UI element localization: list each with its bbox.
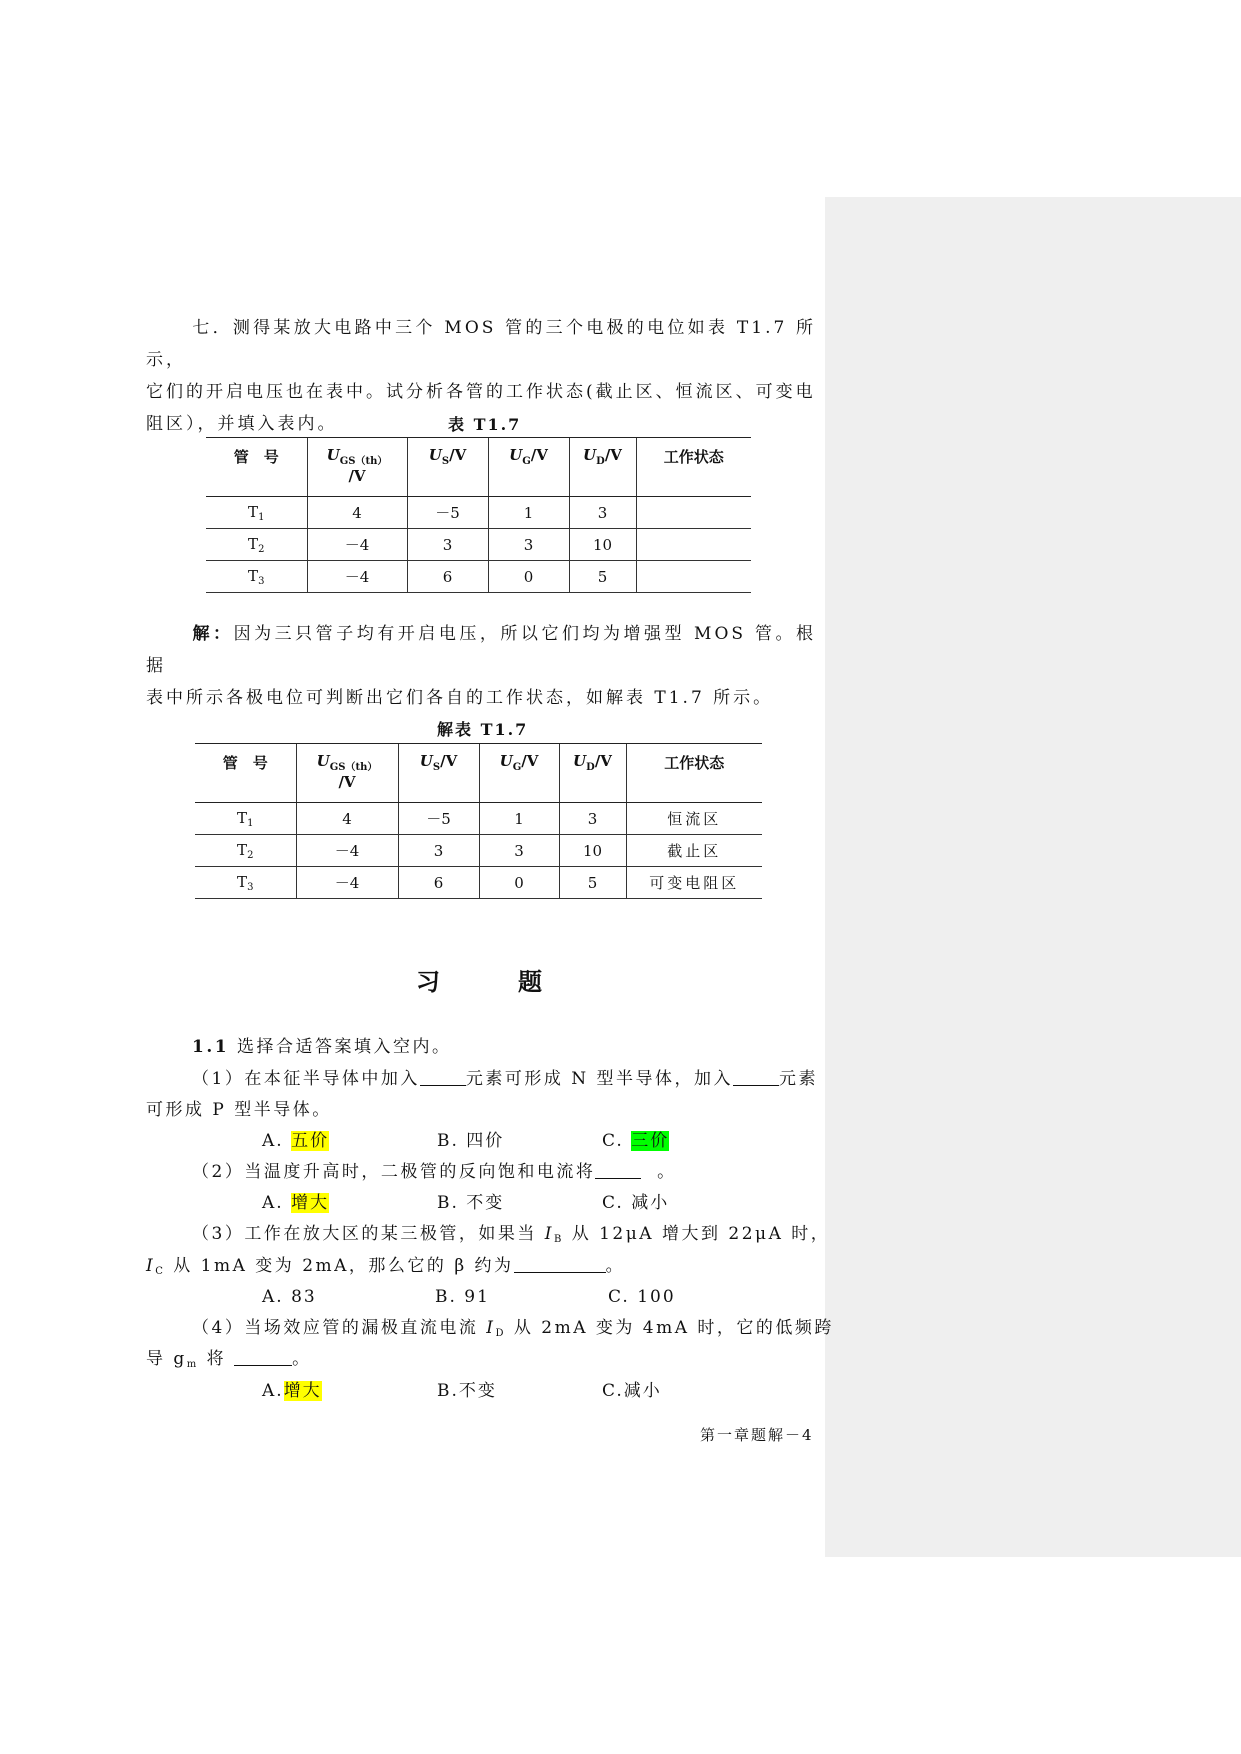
question-1-1	[192, 1031, 451, 1063]
q2-option-c[interactable]: C. 减小	[602, 1193, 670, 1213]
solution-line1: 因为三只管子均有开启电压，所以它们均为增强型 MOS 管。根据	[146, 624, 817, 676]
highlight-yellow: 增大	[291, 1193, 330, 1213]
q1-line1: （1）在本征半导体中加入 元素可形成 N 型半导体，加入 元素	[192, 1063, 818, 1095]
q4-option-a[interactable]: A.增大	[262, 1381, 322, 1401]
question-number: 1.1	[192, 1037, 230, 1057]
q4-option-c[interactable]: C.减小	[602, 1381, 662, 1401]
q1-option-a[interactable]: A. 五价	[262, 1131, 330, 1151]
header-ug: $U_G/V$	[479, 744, 559, 803]
header-tube: 管 号	[206, 438, 307, 497]
header-state: 工作状态	[636, 438, 751, 497]
answer-blank[interactable]	[234, 1345, 292, 1366]
q4-line1: （4）当场效应管的漏极直流电流 $I_D$ 从 2mA 变为 4mA 时，它的低频跨	[192, 1318, 834, 1339]
q1-option-c[interactable]: C. 三价	[602, 1131, 670, 1151]
table-row: $T_2$ －4 3 3 10 截止区	[195, 835, 762, 867]
q4-line2: 导 $g_m$ 将 。	[146, 1343, 312, 1381]
state-cell: 截止区	[626, 835, 762, 867]
solution-label: 解：	[192, 624, 234, 644]
page-footer: 第一章题解－4	[700, 1426, 814, 1444]
q3-option-c[interactable]: C. 100	[608, 1287, 676, 1307]
header-tube: 管 号	[195, 744, 296, 803]
q2-option-b[interactable]: B. 不变	[437, 1193, 505, 1213]
problem7-line2: 它们的开启电压也在表中。试分析各管的工作状态(截止区、恒流区、可变电	[146, 382, 816, 402]
q3-option-b[interactable]: B. 91	[435, 1287, 490, 1307]
solution-table-t17	[195, 743, 762, 899]
problem7-line1: 七．测得某放大电路中三个 MOS 管的三个电极的电位如表 T1.7 所示，	[146, 318, 816, 370]
q3-line2: $I_C$ 从 1mA 变为 2mA，那么它的 β 约为 。	[146, 1250, 625, 1288]
answer-blank[interactable]	[420, 1065, 466, 1086]
q1-line2: 可形成 P 型半导体。	[146, 1100, 332, 1120]
q4-option-b[interactable]: B.不变	[437, 1381, 497, 1401]
highlight-green: 三价	[631, 1131, 670, 1151]
table-row: $T_1$ 4 －5 1 3	[206, 497, 751, 529]
q3-option-a[interactable]: A. 83	[262, 1287, 317, 1307]
highlight-yellow: 五价	[291, 1131, 330, 1151]
heading-char-left: 习	[416, 967, 440, 996]
table-row: $T_2$ －4 3 3 10	[206, 529, 751, 561]
comment-margin-panel	[825, 197, 1241, 1557]
solution-line2: 表中所示各极电位可判断出它们各自的工作状态，如解表 T1.7 所示。	[146, 688, 774, 708]
header-ugs: $U_{GS(th)}$ /V	[296, 744, 398, 803]
q1-option-b[interactable]: B. 四价	[437, 1131, 505, 1151]
problem7-line3: 阻区），并填入表内。	[146, 414, 338, 434]
solution-paragraph	[146, 618, 816, 714]
table-row: $T_3$ －4 6 0 5	[206, 561, 751, 593]
state-cell: 可变电阻区	[626, 867, 762, 899]
table-row: $T_1$ 4 －5 1 3 恒流区	[195, 803, 762, 835]
table2-caption: 解表 T1.7	[437, 720, 529, 739]
state-cell: 恒流区	[626, 803, 762, 835]
header-ud: $U_D/V$	[569, 438, 636, 497]
header-state: 工作状态	[626, 744, 762, 803]
question-text: 选择合适答案填入空内。	[236, 1037, 452, 1057]
heading-char-right: 题	[518, 967, 542, 996]
table-row: $T_3$ －4 6 0 5 可变电阻区	[195, 867, 762, 899]
answer-blank[interactable]	[733, 1065, 779, 1086]
header-ud: $U_D/V$	[559, 744, 626, 803]
q2-line: （2）当温度升高时，二极管的反向饱和电流将 。	[192, 1156, 677, 1188]
header-us: $U_S/V$	[398, 744, 479, 803]
q2-option-a[interactable]: A. 增大	[262, 1193, 330, 1213]
answer-blank[interactable]	[514, 1252, 606, 1273]
table1-caption: 表 T1.7	[448, 415, 522, 434]
answer-blank[interactable]	[595, 1158, 641, 1179]
header-ugs: $U_{GS(th)}$ /V	[307, 438, 407, 497]
header-us: $U_S/V$	[407, 438, 488, 497]
table-t17	[206, 437, 751, 593]
header-ug: $U_G/V$	[488, 438, 569, 497]
q3-line1: （3）工作在放大区的某三极管，如果当 $I_B$ 从 12μA 增大到 22μA 时，	[192, 1224, 831, 1245]
highlight-yellow: 增大	[283, 1381, 322, 1401]
